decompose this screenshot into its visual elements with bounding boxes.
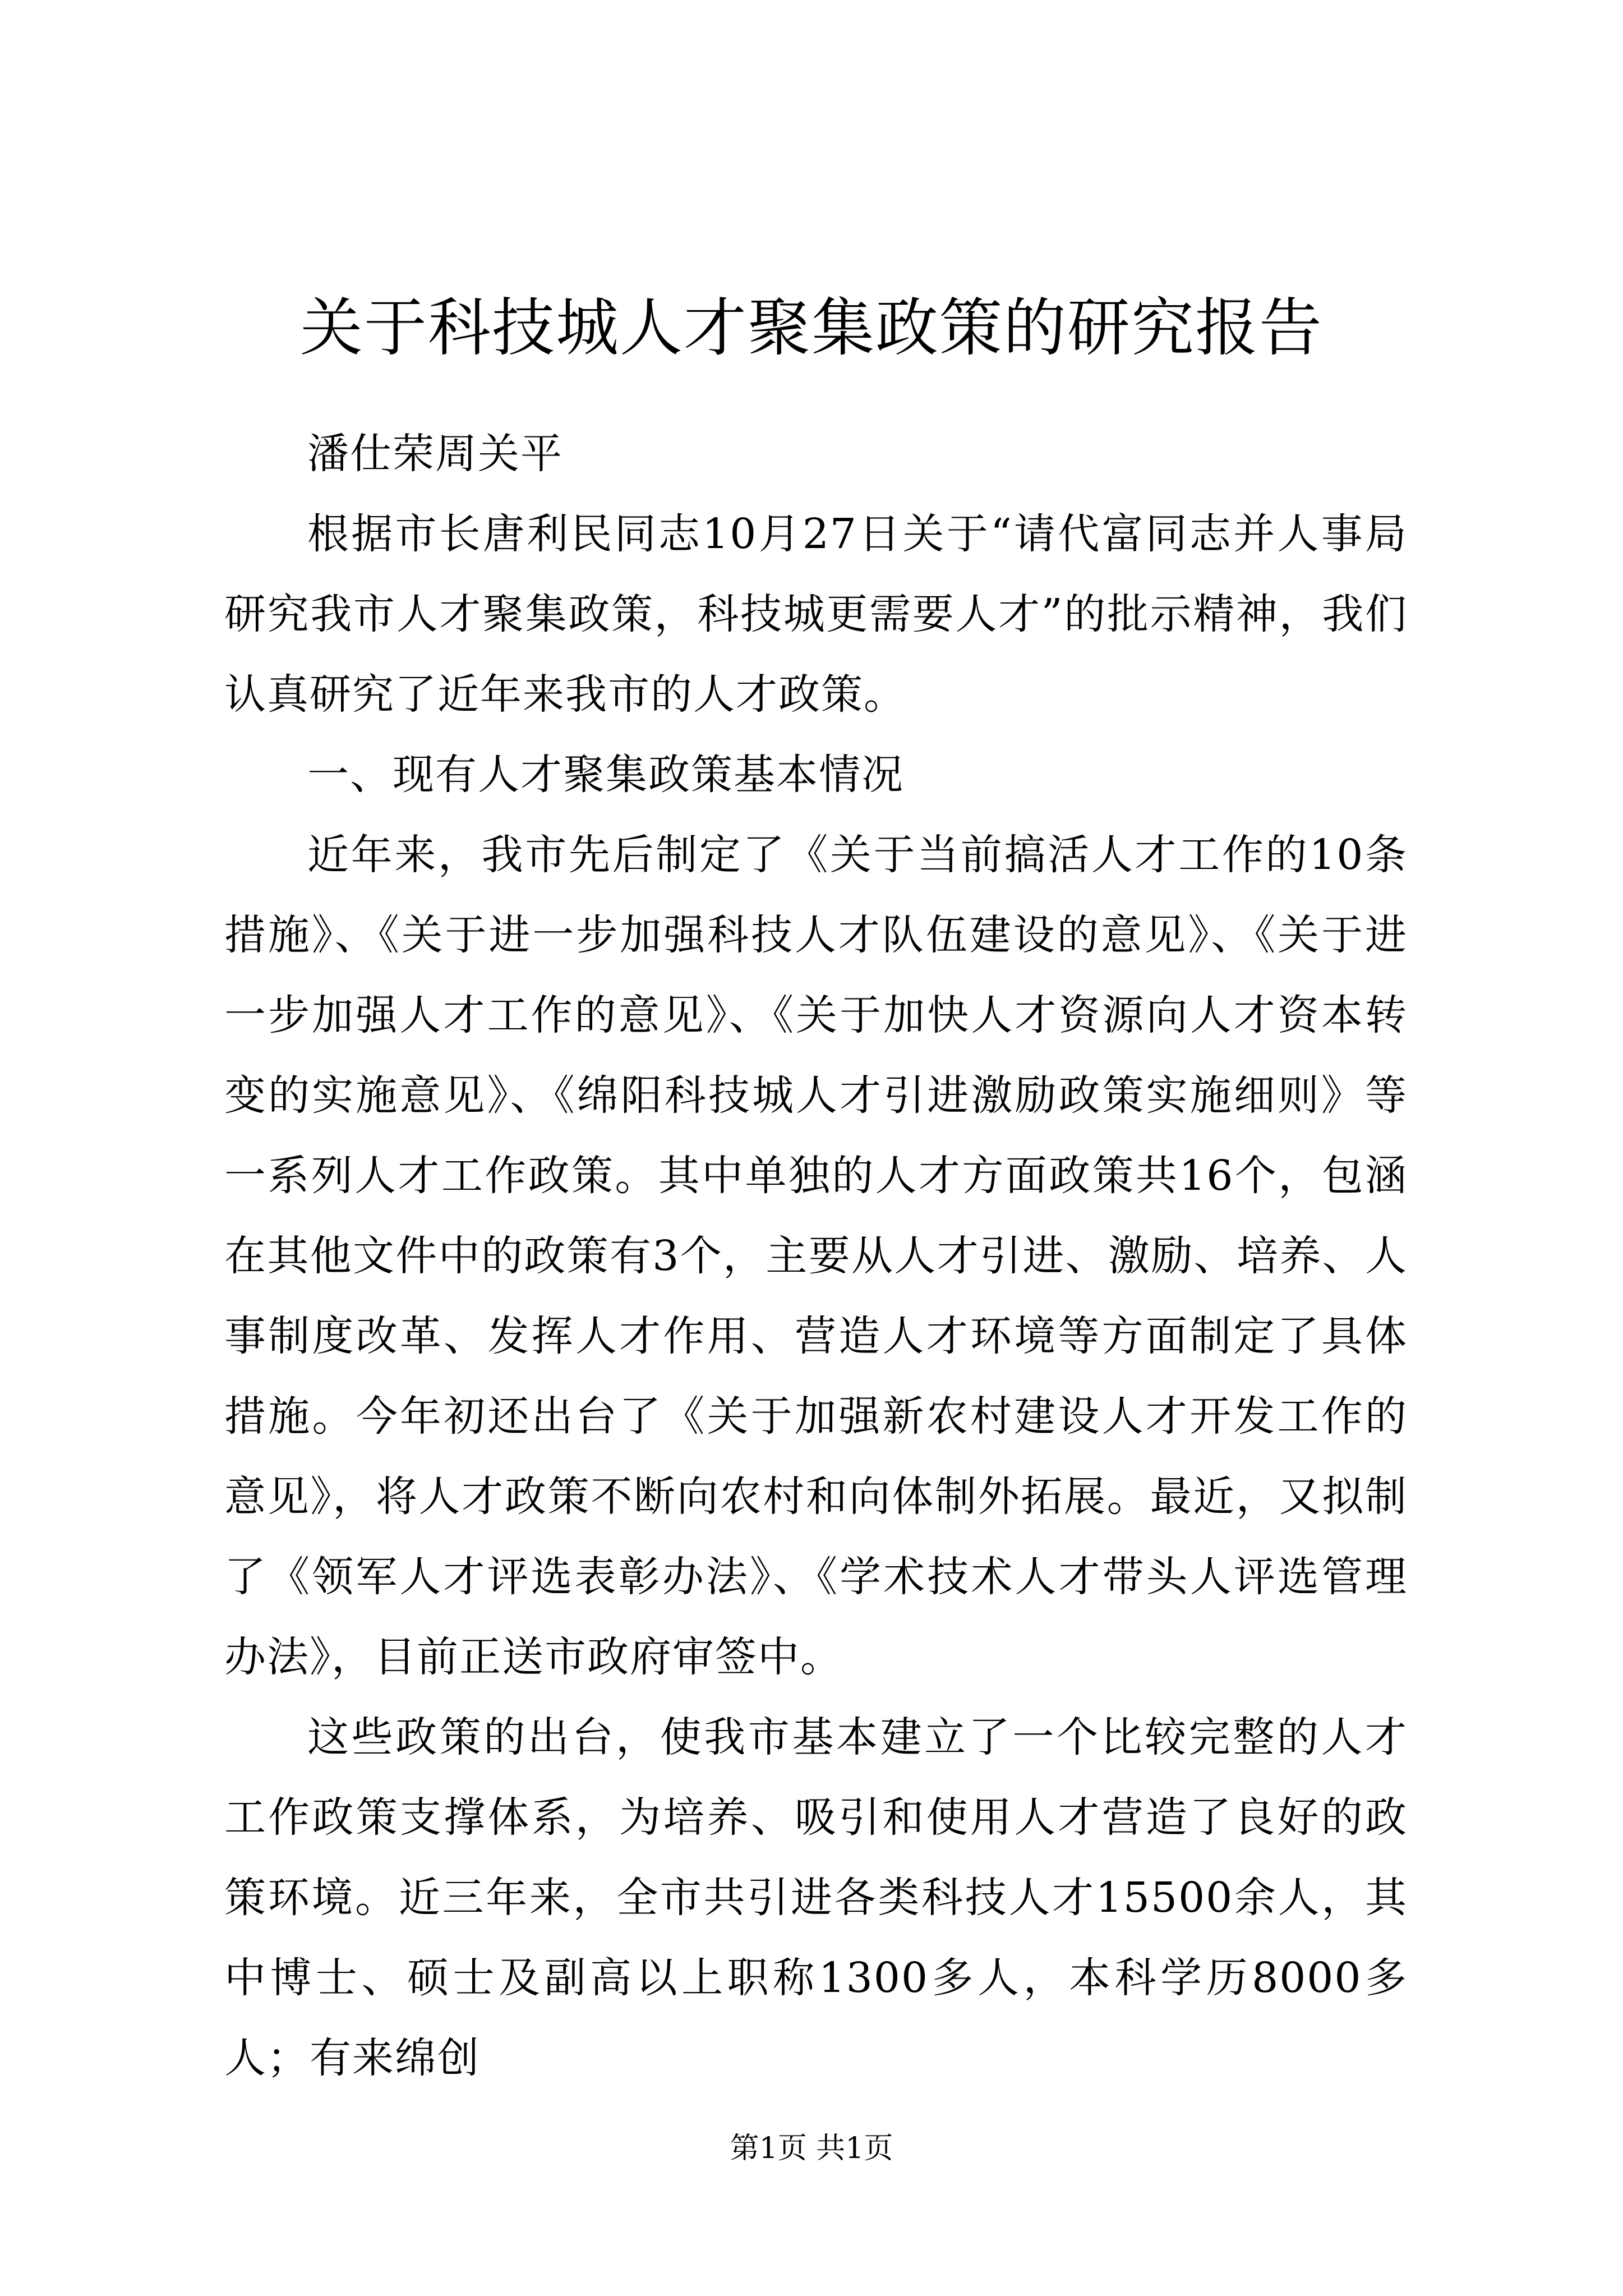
section-heading: 一、现有人才聚集政策基本情况 [307,751,904,799]
document-body [224,414,1408,2099]
paragraph-policies: 近年来，我市先后制定了《关于当前搞活人才工作的10条措施》、《关于进一步加强科技人才队伍建设的意见》、《关于进一步加强人才工作的意见》、《关于加快人才资源向人才资本转变的实施意见》、《绵阳科技城人才引进激励政策实施细则》等一系列人才工作政策。其中单独的人才方面政策共16个，包涵在其他文件中的政策有3个，主要从人才引进、激励、培养、人事制度改革、发挥人才作用、营造人才环境等方面制定了具体措施。今年初还出台了《关于加强新农村建设人才开发工作的意见》，将人才政策不断向农村和向体制外拓展。最近，又拟制了《领军人才评选表彰办法》、《学术技术人才带头人评选管理办法》，目前正送市政府审签中。 [224,831,1408,1681]
page-number-footer: 第1页 共1页 [730,2132,893,2165]
author-line: 潘仕荣周关平 [307,430,563,478]
paragraph-results: 这些政策的出台，使我市基本建立了一个比较完整的人才工作政策支撑体系，为培养、吸引和使用人才营造了良好的政策环境。近三年来，全市共引进各类科技人才15500余人，其中博士、硕士及副高以上职称1300多人，本科学历8000多人；有来绵创 [224,1713,1408,2082]
paragraph-intro: 根据市长唐利民同志10月27日关于“请代富同志并人事局研究我市人才聚集政策，科技城更需要人才”的批示精神，我们认真研究了近年来我市的人才政策。 [224,510,1408,719]
document-title: 关于科技城人才聚集政策的研究报告 [300,292,1323,365]
